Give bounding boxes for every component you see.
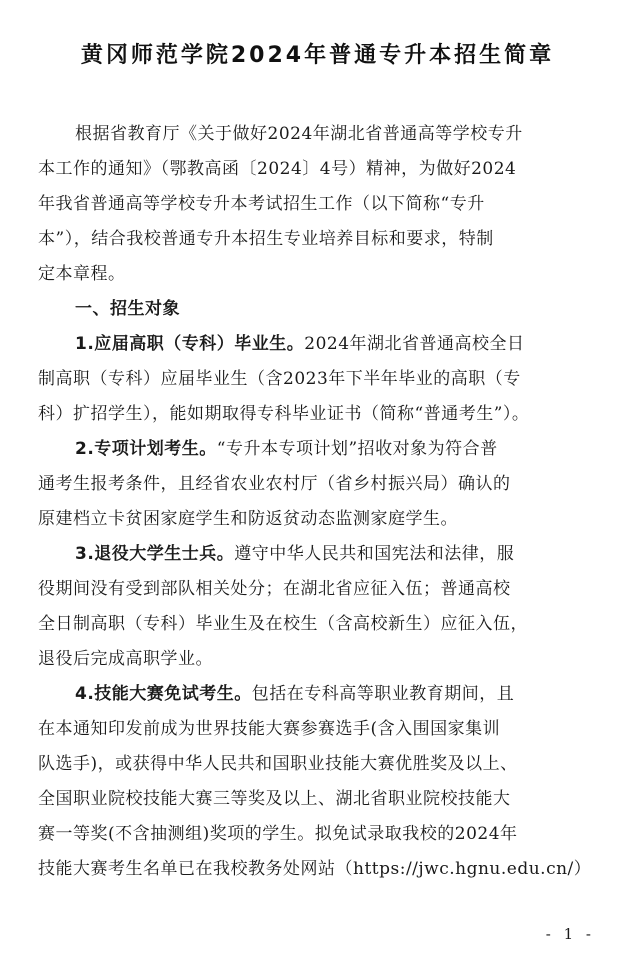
item-4-line: 在本通知印发前成为世界技能大赛参赛选手(含入围国家集训 bbox=[38, 719, 501, 739]
item-1-line: 科）扩招学生），能如期取得专科毕业证书（简称“普通考生”）。 bbox=[38, 404, 530, 424]
item-4-line: 全国职业院校技能大赛三等奖及以上、湖北省职业院校技能大 bbox=[38, 789, 511, 809]
intro-line: 根据省教育厅《关于做好2024年湖北省普通高等学校专升 bbox=[75, 124, 523, 144]
item-2-line: 原建档立卡贫困家庭学生和防返贫动态监测家庭学生。 bbox=[38, 509, 458, 529]
item-1-label: 1.应届高职（专科）毕业生。 bbox=[75, 334, 305, 354]
page-number: - 1 - bbox=[545, 925, 595, 943]
item-1-text: 2024年湖北省普通高校全日 bbox=[304, 334, 525, 354]
item-2-text: “专升本专项计划”招收对象为符合普 bbox=[216, 439, 498, 459]
intro-line: 定本章程。 bbox=[38, 264, 126, 284]
section-heading: 一、招生对象 bbox=[75, 299, 180, 319]
item-2-label: 2.专项计划考生。 bbox=[75, 439, 217, 459]
item-4-line: 技能大赛考生名单已在我校教务处网站（https://jwc.hgnu.edu.cn/） bbox=[38, 859, 592, 879]
item-4-line: 队选手)，或获得中华人民共和国职业技能大赛优胜奖及以上、 bbox=[38, 754, 518, 774]
item-4-text: 包括在专科高等职业教育期间，且 bbox=[251, 684, 515, 704]
item-1-first-line bbox=[38, 327, 598, 362]
item-3-text: 遵守中华人民共和国宪法和法律，服 bbox=[234, 544, 515, 564]
document-title: 黄冈师范学院2024年普通专升本招生简章 bbox=[80, 43, 555, 68]
item-4-first-line bbox=[38, 677, 598, 712]
item-3-label: 3.退役大学生士兵。 bbox=[75, 544, 235, 564]
intro-line: 年我省普通高等学校专升本考试招生工作（以下简称“专升 bbox=[38, 194, 485, 214]
item-2-line: 通考生报考条件，且经省农业农村厅（省乡村振兴局）确认的 bbox=[38, 474, 511, 494]
item-3-first-line bbox=[38, 537, 598, 572]
document-body bbox=[38, 117, 598, 887]
item-4-label: 4.技能大赛免试考生。 bbox=[75, 684, 252, 704]
item-3-line: 退役后完成高职学业。 bbox=[38, 649, 213, 669]
item-2-first-line bbox=[38, 432, 598, 467]
item-4-line: 赛一等奖(不含抽测组)奖项的学生。拟免试录取我校的2024年 bbox=[38, 824, 518, 844]
intro-line: 本工作的通知》（鄂教高函〔2024〕4号）精神，为做好2024 bbox=[38, 159, 517, 179]
item-3-line: 全日制高职（专科）毕业生及在校生（含高校新生）应征入伍， bbox=[38, 614, 528, 634]
item-1-line: 制高职（专科）应届毕业生（含2023年下半年毕业的高职（专 bbox=[38, 369, 521, 389]
intro-line: 本”），结合我校普通专升本招生专业培养目标和要求，特制 bbox=[38, 229, 494, 249]
item-3-line: 役期间没有受到部队相关处分；在湖北省应征入伍；普通高校 bbox=[38, 579, 511, 599]
